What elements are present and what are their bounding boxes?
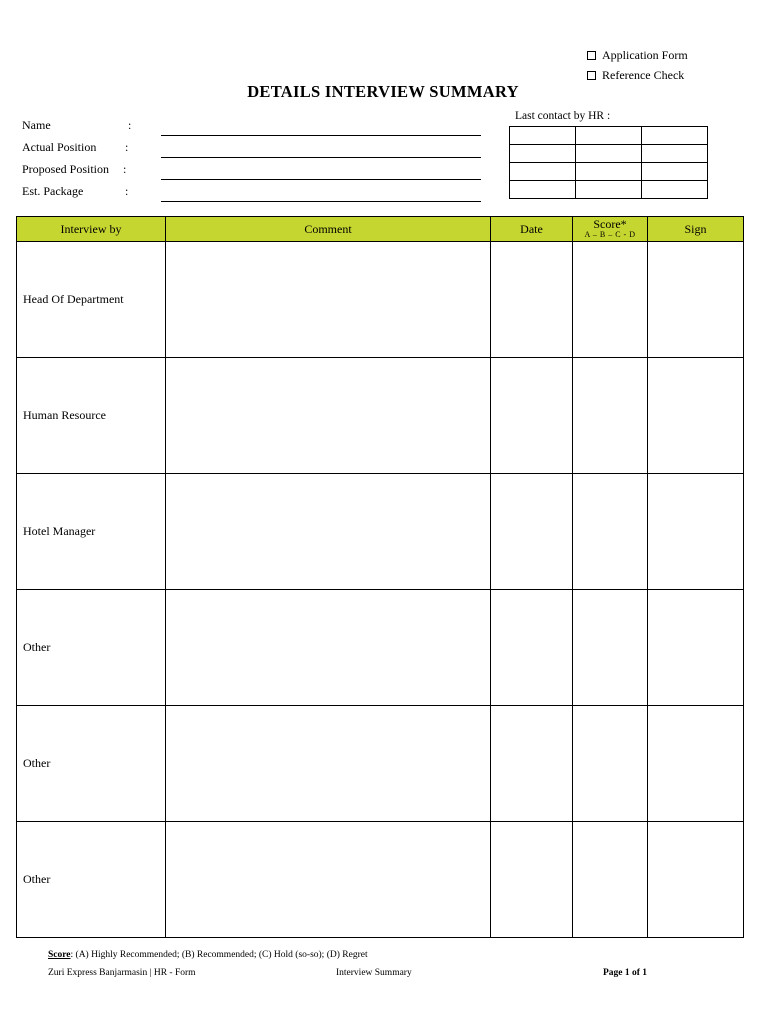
hr-contact-cell[interactable]	[510, 127, 576, 145]
footer-left: Zuri Express Banjarmasin | HR - Form	[48, 968, 196, 978]
date-cell[interactable]	[491, 242, 573, 358]
page-title	[0, 82, 768, 102]
hr-contact-cell[interactable]	[642, 163, 708, 181]
hr-contact-cell[interactable]	[510, 181, 576, 199]
date-cell[interactable]	[491, 822, 573, 938]
field-label-proposed-position: Proposed Position	[22, 162, 110, 176]
hr-contact-grid	[509, 126, 708, 199]
interviewer-cell: Hotel Manager	[17, 474, 166, 590]
checkbox-label: Application Form	[602, 48, 688, 62]
field-label-est-package: Est. Package	[22, 184, 84, 198]
comment-cell[interactable]	[166, 242, 491, 358]
score-legend-text: : (A) Highly Recommended; (B) Recommended; (C) Hold (so-so); (D) Regret	[70, 950, 368, 960]
score-cell[interactable]	[573, 358, 648, 474]
footer-center: Interview Summary	[336, 968, 412, 978]
score-cell[interactable]	[573, 590, 648, 706]
score-cell[interactable]	[573, 242, 648, 358]
field-colon: :	[128, 118, 132, 132]
comment-cell[interactable]	[166, 822, 491, 938]
footer-page-number: Page 1 of 1	[603, 968, 648, 978]
table-row	[17, 358, 744, 474]
field-label-name: Name	[22, 118, 51, 132]
sign-cell[interactable]	[648, 706, 744, 822]
header-comment: Comment	[166, 217, 491, 242]
comment-cell[interactable]	[166, 474, 491, 590]
date-cell[interactable]	[491, 358, 573, 474]
header-score-label: Score*	[593, 217, 627, 231]
date-cell[interactable]	[491, 706, 573, 822]
table-header-row	[17, 217, 744, 242]
interviewer-cell: Other	[17, 706, 166, 822]
sign-cell[interactable]	[648, 358, 744, 474]
comment-cell[interactable]	[166, 590, 491, 706]
field-colon: :	[123, 162, 127, 176]
page-title-text: DETAILS INTERVIEW SUMMARY	[247, 82, 519, 101]
checkbox-reference-check[interactable]	[587, 68, 684, 83]
hr-contact-label: Last contact by HR :	[515, 110, 611, 122]
table-row	[17, 474, 744, 590]
date-cell[interactable]	[491, 474, 573, 590]
checkbox-square-icon[interactable]	[587, 71, 596, 80]
sign-cell[interactable]	[648, 590, 744, 706]
hr-contact-cell[interactable]	[576, 181, 642, 199]
header-score-scale: A – B – C - D	[584, 230, 636, 239]
table-row	[17, 590, 744, 706]
sign-cell[interactable]	[648, 474, 744, 590]
date-cell[interactable]	[491, 590, 573, 706]
hr-contact-cell[interactable]	[642, 145, 708, 163]
actual-position-input-line[interactable]	[161, 157, 481, 158]
header-date: Date	[491, 217, 573, 242]
field-label-actual-position: Actual Position	[22, 140, 97, 154]
table-row	[17, 706, 744, 822]
score-legend	[48, 950, 368, 960]
hr-contact-cell[interactable]	[642, 127, 708, 145]
interviewer-cell: Human Resource	[17, 358, 166, 474]
table-row	[17, 242, 744, 358]
checkbox-label: Reference Check	[602, 68, 685, 82]
field-colon: :	[125, 184, 129, 198]
header-score	[573, 217, 648, 242]
name-input-line[interactable]	[161, 135, 481, 136]
comment-cell[interactable]	[166, 706, 491, 822]
header-sign: Sign	[648, 217, 744, 242]
table-row	[17, 822, 744, 938]
hr-contact-cell[interactable]	[642, 181, 708, 199]
hr-contact-cell[interactable]	[510, 163, 576, 181]
field-colon: :	[125, 140, 129, 154]
score-legend-label: Score	[48, 950, 71, 960]
hr-contact-cell[interactable]	[510, 145, 576, 163]
score-cell[interactable]	[573, 706, 648, 822]
interview-table	[16, 216, 744, 938]
interviewer-cell: Other	[17, 822, 166, 938]
checkbox-square-icon[interactable]	[587, 51, 596, 60]
sign-cell[interactable]	[648, 822, 744, 938]
hr-contact-cell[interactable]	[576, 163, 642, 181]
header-interview-by: Interview by	[17, 217, 166, 242]
hr-contact-cell[interactable]	[576, 127, 642, 145]
proposed-position-input-line[interactable]	[161, 179, 481, 180]
score-cell[interactable]	[573, 822, 648, 938]
comment-cell[interactable]	[166, 358, 491, 474]
interviewer-cell: Other	[17, 590, 166, 706]
est-package-input-line[interactable]	[161, 201, 481, 202]
score-cell[interactable]	[573, 474, 648, 590]
sign-cell[interactable]	[648, 242, 744, 358]
interviewer-cell: Head Of Department	[17, 242, 166, 358]
hr-contact-cell[interactable]	[576, 145, 642, 163]
checkbox-application-form[interactable]	[587, 48, 688, 63]
